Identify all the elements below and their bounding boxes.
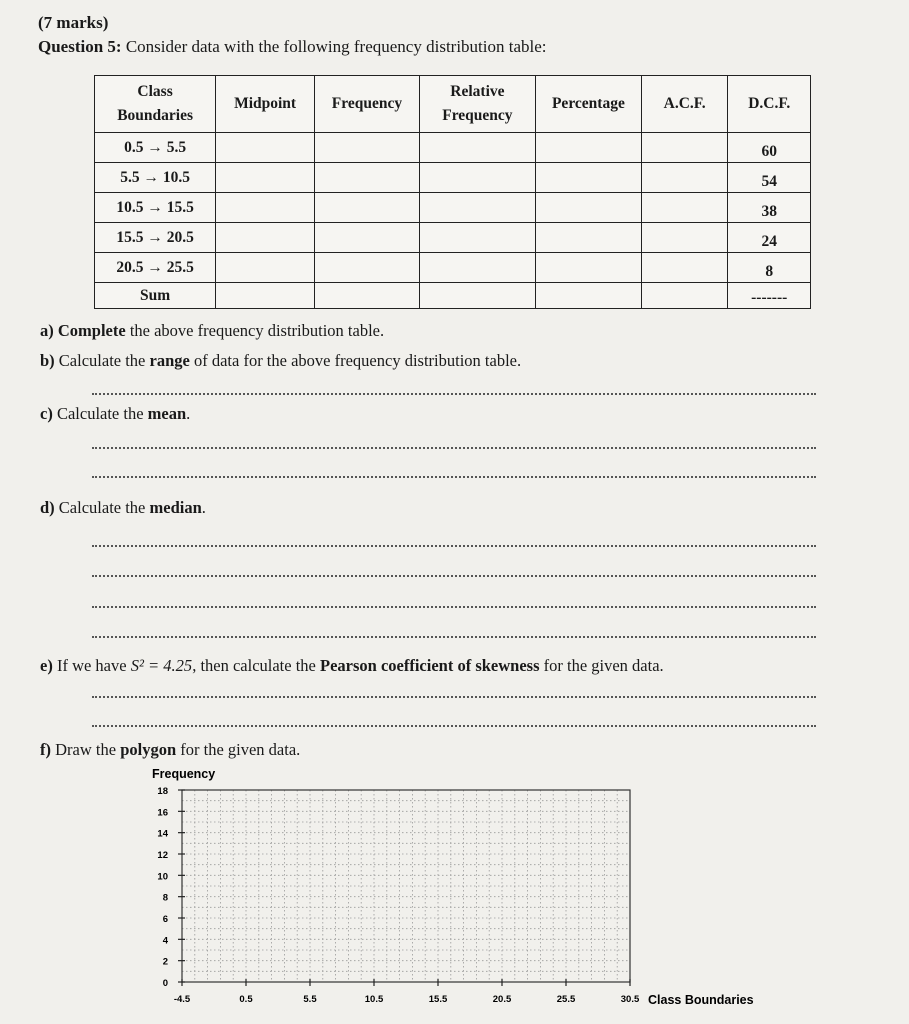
question-heading bbox=[38, 37, 547, 57]
x-tick-label: 20.5 bbox=[492, 994, 512, 1005]
y-tick-label: 18 bbox=[157, 786, 168, 797]
y-tick-label: 4 bbox=[162, 935, 168, 947]
question-c-label: c) bbox=[40, 404, 53, 423]
y-tick-label: 2 bbox=[162, 956, 168, 968]
y-tick-label: 0 bbox=[162, 978, 168, 989]
percentage-cell[interactable] bbox=[535, 193, 641, 223]
col-frequency: Frequency bbox=[314, 76, 419, 133]
answer-line-e2[interactable] bbox=[92, 725, 816, 727]
dcf-cell: 24 bbox=[728, 223, 811, 253]
table-header-row bbox=[95, 76, 811, 133]
dcf-cell: 8 bbox=[728, 253, 811, 283]
question-b-pre: Calculate the bbox=[58, 351, 150, 370]
midpoint-cell[interactable] bbox=[216, 133, 315, 163]
x-axis-label: Class Boundaries bbox=[648, 993, 754, 1007]
answer-line-c2[interactable] bbox=[92, 476, 816, 478]
question-b bbox=[40, 351, 521, 371]
col-class-boundaries: Class Boundaries bbox=[95, 76, 216, 133]
grid bbox=[182, 790, 630, 982]
sum-dcf-cell: ------- bbox=[728, 283, 811, 309]
question-b-post: of data for the above frequency distribution table. bbox=[189, 351, 522, 370]
question-a-text: the above frequency distribution table. bbox=[125, 321, 385, 340]
question-d-bold: median bbox=[149, 498, 202, 517]
midpoint-cell[interactable] bbox=[216, 223, 315, 253]
midpoint-cell[interactable] bbox=[216, 163, 315, 193]
relative-frequency-cell[interactable] bbox=[419, 193, 535, 223]
col-midpoint: Midpoint bbox=[216, 76, 315, 133]
y-axis-label: Frequency bbox=[152, 767, 216, 781]
question-a-bold: Complete bbox=[57, 321, 126, 340]
polygon-graph[interactable] bbox=[140, 764, 780, 1014]
question-c-bold: mean bbox=[147, 404, 187, 423]
relative-frequency-cell[interactable] bbox=[419, 223, 535, 253]
relative-frequency-cell[interactable] bbox=[419, 163, 535, 193]
frequency-cell[interactable] bbox=[314, 223, 419, 253]
col-dcf: D.C.F. bbox=[728, 76, 811, 133]
relative-frequency-cell[interactable] bbox=[419, 133, 535, 163]
frequency-table bbox=[94, 75, 811, 309]
sum-relative-frequency-cell[interactable] bbox=[419, 283, 535, 309]
x-tick-label: -4.5 bbox=[173, 994, 191, 1005]
col-relative-frequency: Relative Frequency bbox=[419, 76, 535, 133]
question-d bbox=[40, 498, 206, 518]
question-e-math: S² = 4.25 bbox=[130, 656, 193, 675]
acf-cell[interactable] bbox=[641, 163, 728, 193]
question-number: Question 5: bbox=[38, 37, 122, 56]
x-tick-label: 0.5 bbox=[239, 994, 253, 1005]
x-tick-label: 15.5 bbox=[428, 994, 448, 1005]
dcf-cell: 38 bbox=[728, 193, 811, 223]
y-ticks bbox=[157, 786, 185, 989]
midpoint-cell[interactable] bbox=[216, 253, 315, 283]
table-row bbox=[95, 193, 811, 223]
question-text: Consider data with the following frequency distribution table: bbox=[125, 37, 547, 56]
class-cell: 15.5 → 20.5 bbox=[95, 223, 216, 253]
sum-percentage-cell[interactable] bbox=[535, 283, 641, 309]
question-d-post: . bbox=[201, 498, 206, 517]
percentage-cell[interactable] bbox=[535, 223, 641, 253]
y-tick-label: 6 bbox=[162, 914, 168, 925]
x-tick-label: 10.5 bbox=[364, 994, 384, 1005]
question-e-bold: Pearson coefficient of skewness bbox=[320, 656, 540, 675]
class-cell: 20.5 → 25.5 bbox=[95, 253, 216, 283]
frequency-cell[interactable] bbox=[314, 163, 419, 193]
sum-label: Sum bbox=[95, 283, 216, 309]
percentage-cell[interactable] bbox=[535, 253, 641, 283]
question-f-bold: polygon bbox=[120, 740, 177, 759]
sum-frequency-cell[interactable] bbox=[314, 283, 419, 309]
frequency-cell[interactable] bbox=[314, 133, 419, 163]
y-tick-label: 14 bbox=[157, 828, 168, 840]
sum-row bbox=[95, 283, 811, 309]
acf-cell[interactable] bbox=[641, 253, 728, 283]
frequency-cell[interactable] bbox=[314, 253, 419, 283]
answer-line-d3[interactable] bbox=[92, 606, 816, 608]
question-e bbox=[40, 656, 664, 676]
sum-acf-cell[interactable] bbox=[641, 283, 728, 309]
midpoint-cell[interactable] bbox=[216, 193, 315, 223]
answer-line-b1[interactable] bbox=[92, 393, 816, 395]
question-b-bold: range bbox=[149, 351, 190, 370]
answer-line-d1[interactable] bbox=[92, 545, 816, 547]
frequency-cell[interactable] bbox=[314, 193, 419, 223]
col-acf: A.C.F. bbox=[641, 76, 728, 133]
x-tick-label: 25.5 bbox=[556, 994, 576, 1005]
question-c-post: . bbox=[186, 404, 191, 423]
y-tick-label: 12 bbox=[157, 850, 168, 861]
dcf-cell: 54 bbox=[728, 163, 811, 193]
class-cell: 10.5 → 15.5 bbox=[95, 193, 216, 223]
question-a bbox=[40, 321, 384, 341]
question-c bbox=[40, 404, 190, 424]
question-f-post: for the given data. bbox=[176, 740, 301, 759]
percentage-cell[interactable] bbox=[535, 133, 641, 163]
class-cell: 5.5 → 10.5 bbox=[95, 163, 216, 193]
answer-line-d2[interactable] bbox=[92, 575, 816, 577]
table-row bbox=[95, 133, 811, 163]
col-percentage: Percentage bbox=[535, 76, 641, 133]
x-tick-label: 30.5 bbox=[620, 994, 640, 1005]
x-ticks bbox=[174, 979, 640, 1005]
question-c-pre: Calculate the bbox=[56, 404, 148, 423]
table-row bbox=[95, 223, 811, 253]
y-tick-label: 16 bbox=[157, 807, 168, 819]
y-tick-label: 10 bbox=[157, 871, 168, 883]
sum-midpoint-cell[interactable] bbox=[216, 283, 315, 309]
question-e-post: for the given data. bbox=[539, 656, 664, 675]
question-a-label: a) bbox=[40, 321, 54, 340]
percentage-cell[interactable] bbox=[535, 163, 641, 193]
question-e-mid: , then calculate the bbox=[192, 656, 320, 675]
y-tick-label: 8 bbox=[162, 892, 168, 904]
question-f bbox=[40, 740, 300, 760]
question-e-pre: If we have bbox=[56, 656, 131, 675]
answer-line-e1[interactable] bbox=[92, 696, 816, 698]
answer-line-c1[interactable] bbox=[92, 447, 816, 449]
acf-cell[interactable] bbox=[641, 223, 728, 253]
table-row bbox=[95, 253, 811, 283]
relative-frequency-cell[interactable] bbox=[419, 253, 535, 283]
question-d-pre: Calculate the bbox=[58, 498, 150, 517]
question-b-label: b) bbox=[40, 351, 55, 370]
class-cell: 0.5 → 5.5 bbox=[95, 133, 216, 163]
answer-line-d4[interactable] bbox=[92, 636, 816, 638]
table-row bbox=[95, 163, 811, 193]
x-tick-label: 5.5 bbox=[303, 994, 317, 1005]
question-e-label: e) bbox=[40, 656, 53, 675]
acf-cell[interactable] bbox=[641, 193, 728, 223]
acf-cell[interactable] bbox=[641, 133, 728, 163]
dcf-cell: 60 bbox=[728, 133, 811, 163]
question-d-label: d) bbox=[40, 498, 55, 517]
question-f-label: f) bbox=[40, 740, 51, 759]
marks-label: (7 marks) bbox=[38, 13, 109, 32]
question-f-pre: Draw the bbox=[55, 740, 121, 759]
